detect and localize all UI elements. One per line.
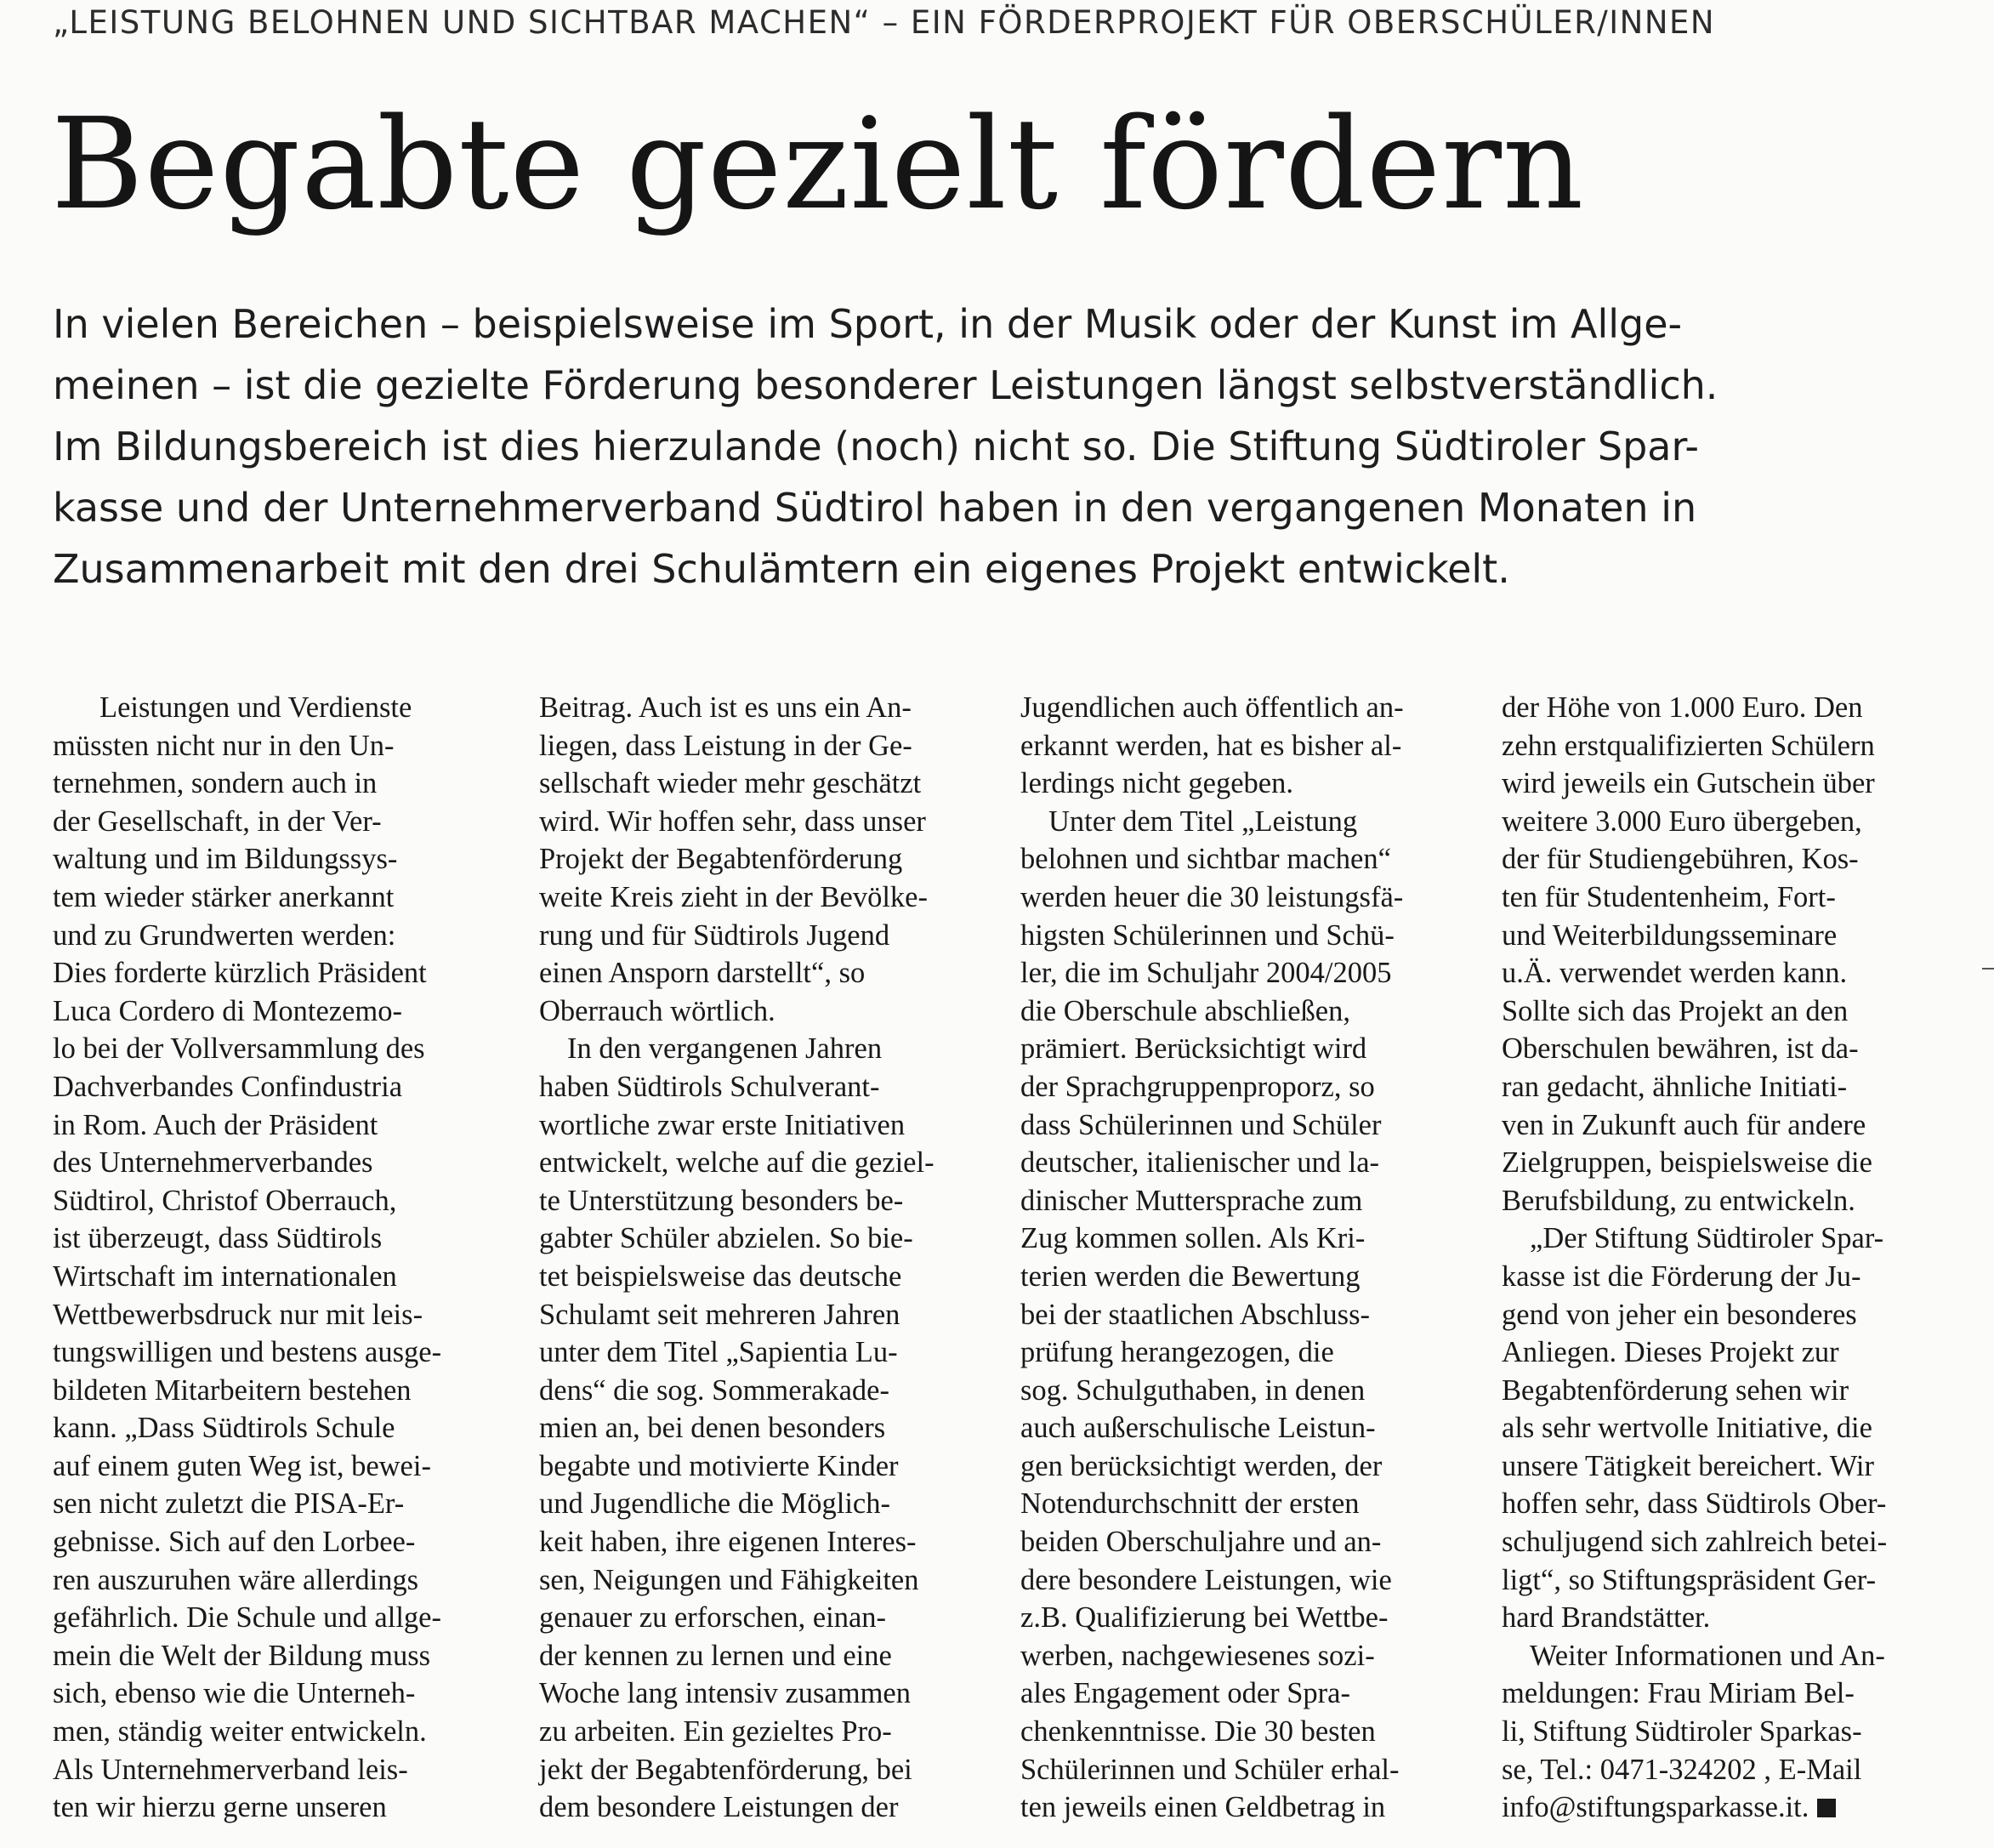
body-line: jekt der Begabtenförderung, bei <box>539 1753 912 1786</box>
body-line: sog. Schulguthaben, in denen <box>1020 1373 1366 1407</box>
body-line: dass Schülerinnen und Schüler <box>1020 1108 1382 1141</box>
body-line: gefährlich. Die Schule und allge- <box>53 1601 441 1635</box>
body-line: unsere Tätigkeit bereichert. Wir <box>1502 1449 1874 1482</box>
body-line: ternehmen, sondern auch in <box>53 767 378 800</box>
body-line: gen berücksichtigt werden, der <box>1020 1449 1383 1482</box>
body-line: li, Stiftung Südtiroler Sparkas- <box>1502 1715 1862 1748</box>
body-line: Luca Cordero di Montezemo- <box>53 994 402 1027</box>
body-line: Begabtenförderung sehen wir <box>1502 1373 1849 1407</box>
body-line: gebnisse. Sich auf den Lorbee- <box>53 1526 416 1559</box>
body-line: wird. Wir hoffen sehr, dass unser <box>539 805 926 838</box>
body-line: kann. „Dass Südtirols Schule <box>53 1412 395 1445</box>
body-line: dem besondere Leistungen der <box>539 1791 899 1824</box>
body-line: haben Südtirols Schulverant- <box>539 1070 880 1103</box>
body-line: werben, nachgewiesenes sozi- <box>1020 1639 1375 1672</box>
body-line: info@stiftungsparkasse.it. <box>1502 1788 1944 1827</box>
body-column-1 <box>53 689 495 1827</box>
body-column-3 <box>1020 689 1463 1827</box>
body-line: prüfung herangezogen, die <box>1020 1336 1334 1369</box>
lead-line: In vielen Bereichen – beispielsweise im Sport, in der Musik oder der Kunst im Allge- <box>53 301 1683 347</box>
body-line: zehn erstqualifizierten Schülern <box>1502 729 1875 762</box>
body-line: als sehr wertvolle Initiative, die <box>1502 1412 1872 1445</box>
body-line: lerdings nicht gegeben. <box>1020 767 1293 800</box>
body-line: ler, die im Schuljahr 2004/2005 <box>1020 957 1392 990</box>
lead-line: Im Bildungsbereich ist dies hierzulande (noch) nicht so. Die Stiftung Südtiroler Spar- <box>53 424 1700 469</box>
body-line: Oberschulen bewähren, ist da- <box>1502 1032 1859 1066</box>
body-line: ales Engagement oder Spra- <box>1020 1677 1350 1710</box>
lead-line: kasse und der Unternehmerverband Südtirol haben in den vergangenen Monaten in <box>53 485 1697 531</box>
body-line: in Rom. Auch der Präsident <box>53 1108 378 1141</box>
lead-line: Zusammenarbeit mit den drei Schulämtern ein eigenes Projekt entwickelt. <box>53 546 1510 592</box>
body-line: lo bei der Vollversammlung des <box>53 1032 425 1066</box>
body-line: Notendurchschnitt der ersten <box>1020 1487 1360 1521</box>
body-line: Dies forderte kürzlich Präsident <box>53 957 427 990</box>
body-line: weite Kreis zieht in der Bevölke- <box>539 880 928 913</box>
body-line: Oberrauch wörtlich. <box>539 994 775 1027</box>
body-line: Beitrag. Auch ist es uns ein An- <box>539 691 912 724</box>
body-line: ist überzeugt, dass Südtirols <box>53 1222 383 1255</box>
body-line: In den vergangenen Jahren <box>567 1032 883 1066</box>
body-line: kasse ist die Förderung der Ju- <box>1502 1259 1861 1293</box>
body-line: tungswilligen und bestens ausge- <box>53 1336 442 1369</box>
lead-line: meinen – ist die gezielte Förderung besonderer Leistungen längst selbstverständlich. <box>53 362 1718 408</box>
body-line: erkannt werden, hat es bisher al- <box>1020 729 1402 762</box>
body-line: werden heuer die 30 leistungsfä- <box>1020 880 1404 913</box>
body-line: Sollte sich das Projekt an den <box>1502 994 1849 1027</box>
body-line: tem wieder stärker anerkannt <box>53 880 395 913</box>
body-line: Zielgruppen, beispielsweise die <box>1502 1146 1872 1180</box>
article-headline: Begabte gezielt fördern <box>51 91 1585 237</box>
body-line: und zu Grundwerten werden: <box>53 918 396 952</box>
body-line: Wettbewerbsdruck nur mit leis- <box>53 1298 423 1331</box>
article-lead <box>53 293 1923 600</box>
body-line: „Der Stiftung Südtiroler Spar- <box>1530 1222 1884 1255</box>
body-line: der Höhe von 1.000 Euro. Den <box>1502 691 1863 724</box>
body-line: meldungen: Frau Miriam Bel- <box>1502 1677 1855 1710</box>
body-line: einen Ansporn darstellt“, so <box>539 957 866 990</box>
scan-edge-mark <box>1982 968 1994 969</box>
body-line: ten wir hierzu gerne unseren <box>53 1791 387 1824</box>
body-line: wird jeweils ein Gutschein über <box>1502 767 1875 800</box>
body-line: Wirtschaft im internationalen <box>53 1259 397 1293</box>
body-line: ten für Studentenheim, Fort- <box>1502 880 1836 913</box>
body-line: rung und für Südtirols Jugend <box>539 918 890 952</box>
body-line: und Weiterbildungsseminare <box>1502 918 1838 952</box>
body-column-2 <box>539 689 981 1827</box>
body-line: Unter dem Titel „Leistung <box>1048 805 1358 838</box>
body-line: higsten Schülerinnen und Schü- <box>1020 918 1395 952</box>
body-line: ren auszuruhen wäre allerdings <box>53 1563 419 1596</box>
body-line: Weiter Informationen und An- <box>1530 1639 1885 1672</box>
body-line: ten jeweils einen Geldbetrag in <box>1020 1791 1386 1824</box>
body-line: ligt“, so Stiftungspräsident Ger- <box>1502 1563 1877 1596</box>
body-line: Schulamt seit mehreren Jahren <box>539 1298 900 1331</box>
body-line: genauer zu erforschen, einan- <box>539 1601 887 1635</box>
body-line: zu arbeiten. Ein gezieltes Pro- <box>539 1715 892 1748</box>
body-line: der für Studiengebühren, Kos- <box>1502 843 1859 876</box>
body-line: Zug kommen sollen. Als Kri- <box>1020 1222 1366 1255</box>
body-line: prämiert. Berücksichtigt wird <box>1020 1032 1367 1066</box>
body-line: dens“ die sog. Sommerakade- <box>539 1373 889 1407</box>
body-line: mien an, bei denen besonders <box>539 1412 886 1445</box>
body-line: bei der staatlichen Abschluss- <box>1020 1298 1371 1331</box>
body-line: waltung und im Bildungssys- <box>53 843 398 876</box>
body-line: Anliegen. Dieses Projekt zur <box>1502 1336 1839 1369</box>
end-of-article-square <box>1817 1799 1836 1817</box>
body-line: entwickelt, welche auf die geziel- <box>539 1146 935 1180</box>
body-line: wortliche zwar erste Initiativen <box>539 1108 906 1141</box>
body-line: dere besondere Leistungen, wie <box>1020 1563 1392 1596</box>
body-line: te Unterstützung besonders be- <box>539 1184 904 1217</box>
body-line: belohnen und sichtbar machen“ <box>1020 843 1391 876</box>
body-column-4 <box>1502 689 1944 1827</box>
body-line: der Gesellschaft, in der Ver- <box>53 805 382 838</box>
body-line: Leistungen und Verdienste <box>99 691 412 724</box>
body-line: des Unternehmerverbandes <box>53 1146 373 1180</box>
body-line: der Sprachgruppenproporz, so <box>1020 1070 1375 1103</box>
body-line: Berufsbildung, zu entwickeln. <box>1502 1184 1855 1217</box>
body-line: chenkenntnisse. Die 30 besten <box>1020 1715 1376 1748</box>
body-line: beiden Oberschuljahre und an- <box>1020 1526 1382 1559</box>
body-line: deutscher, italienischer und la- <box>1020 1146 1380 1180</box>
body-line: hard Brandstätter. <box>1502 1601 1711 1635</box>
body-line: bildeten Mitarbeitern bestehen <box>53 1373 412 1407</box>
body-line: begabte und motivierte Kinder <box>539 1449 899 1482</box>
body-line: weitere 3.000 Euro übergeben, <box>1502 805 1862 838</box>
body-line: sich, ebenso wie die Unterneh- <box>53 1677 416 1710</box>
body-line: auch außerschulische Leistun- <box>1020 1412 1376 1445</box>
body-line: gend von jeher ein besonderes <box>1502 1298 1857 1331</box>
body-line: liegen, dass Leistung in der Ge- <box>539 729 912 762</box>
body-line: Jugendlichen auch öffentlich an- <box>1020 691 1404 724</box>
body-line: men, ständig weiter entwickeln. <box>53 1715 427 1748</box>
article-kicker: „LEISTUNG BELOHNEN UND SICHTBAR MACHEN“ – EIN FÖRDERPROJEKT FÜR OBERSCHÜLER/INNEN <box>53 4 1716 41</box>
body-line: schuljugend sich zahlreich betei- <box>1502 1526 1888 1559</box>
body-line: Schülerinnen und Schüler erhal- <box>1020 1753 1400 1786</box>
body-line: sen nicht zuletzt die PISA-Er- <box>53 1487 405 1521</box>
body-line: sellschaft wieder mehr geschätzt <box>539 767 922 800</box>
body-line: auf einem guten Weg ist, bewei- <box>53 1449 431 1482</box>
body-line: tet beispielsweise das deutsche <box>539 1259 902 1293</box>
body-line: der kennen zu lernen und eine <box>539 1639 892 1672</box>
body-line: ran gedacht, ähnliche Initiati- <box>1502 1070 1848 1103</box>
body-line: Als Unternehmerverband leis- <box>53 1753 408 1786</box>
body-line: Dachverbandes Confindustria <box>53 1070 403 1103</box>
body-line: und Jugendliche die Möglich- <box>539 1487 890 1521</box>
body-line: keit haben, ihre eigenen Interes- <box>539 1526 917 1559</box>
body-line: dinischer Muttersprache zum <box>1020 1184 1363 1217</box>
body-line: u.Ä. verwendet werden kann. <box>1502 957 1848 990</box>
body-line: unter dem Titel „Sapientia Lu- <box>539 1336 898 1369</box>
body-line: die Oberschule abschließen, <box>1020 994 1350 1027</box>
body-line: Südtirol, Christof Oberrauch, <box>53 1184 397 1217</box>
body-line: z.B. Qualifizierung bei Wettbe- <box>1020 1601 1389 1635</box>
body-line: Projekt der Begabtenförderung <box>539 843 903 876</box>
body-line: gabter Schüler abzielen. So bie- <box>539 1222 913 1255</box>
body-line: sen, Neigungen und Fähigkeiten <box>539 1563 919 1596</box>
body-line: terien werden die Bewertung <box>1020 1259 1361 1293</box>
body-line: se, Tel.: 0471-324202 , E-Mail <box>1502 1753 1862 1786</box>
body-line: ven in Zukunft auch für andere <box>1502 1108 1866 1141</box>
body-line: mein die Welt der Bildung muss <box>53 1639 431 1672</box>
body-line: müssten nicht nur in den Un- <box>53 729 395 762</box>
body-line: Woche lang intensiv zusammen <box>539 1677 911 1710</box>
body-line: hoffen sehr, dass Südtirols Ober- <box>1502 1487 1887 1521</box>
